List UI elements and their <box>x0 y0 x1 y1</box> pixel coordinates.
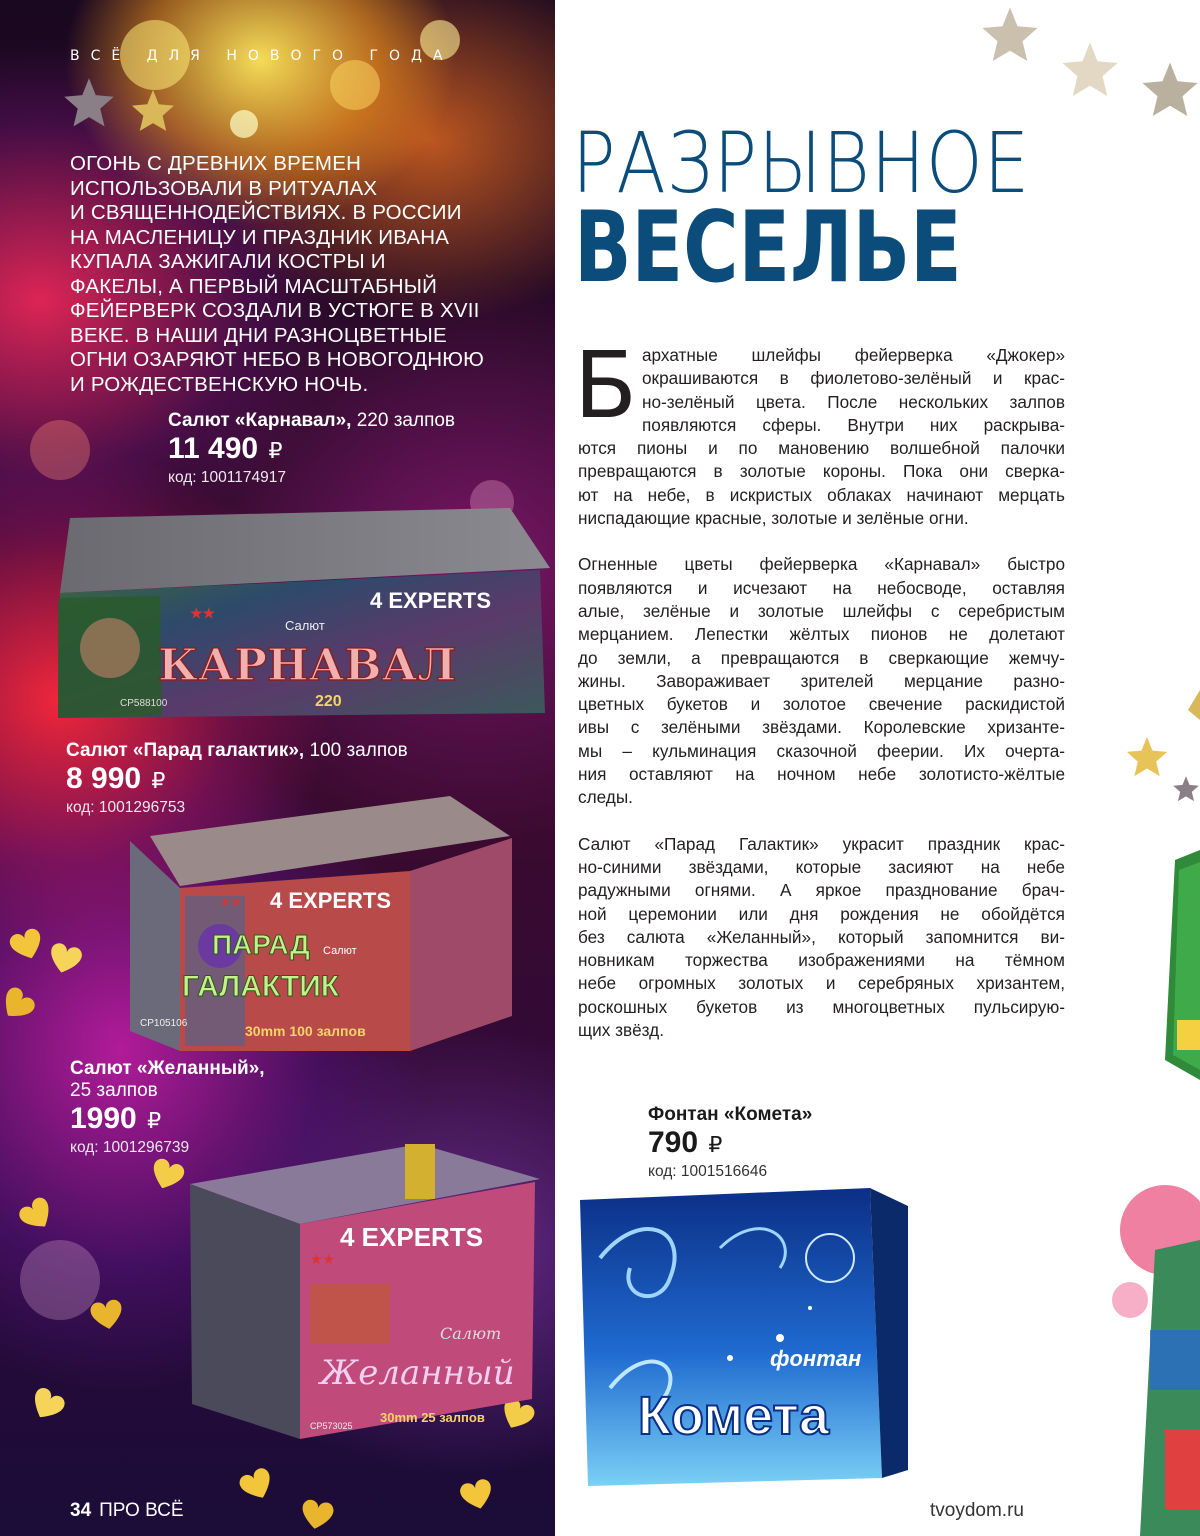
zhelanny-box-image <box>180 1134 540 1444</box>
product-code: код: 1001296753 <box>66 799 186 816</box>
intro-line: ФЕЙЕРВЕРК СОЗДАЛИ В УСТЮГЕ В XVII <box>70 299 480 322</box>
article-line: до земли, а превращаются в сверкающие жемчу- <box>578 647 1065 668</box>
article-line: ния оставляют на ночном небе золотисто-жёлтые <box>578 764 1065 785</box>
article-line: появляются и исчезают на небосводе, оставляя <box>578 577 1065 598</box>
star-icon <box>975 5 1045 65</box>
star-icon <box>1055 40 1125 100</box>
article-line: ются пионы и по мановению волшебной палочки <box>578 438 1065 459</box>
intro-line: ВЕКЕ. В НАШИ ДНИ РАЗНОЦВЕТНЫЕ <box>70 323 447 347</box>
intro-line: И СВЯЩЕННОДЕЙСТВИЯХ. В РОССИИ <box>70 201 462 224</box>
article-line: щих звёзд. <box>578 1020 664 1041</box>
star-icon <box>1140 60 1200 120</box>
article-paragraph <box>578 553 1065 809</box>
box-brand: 4 EXPERTS <box>270 888 392 913</box>
page-footer-left <box>70 1500 184 1522</box>
box-count: 220 <box>315 693 342 710</box>
svg-text:★★: ★★ <box>190 605 216 621</box>
heart-confetti-icon <box>0 983 40 1028</box>
product-code: код: 1001174917 <box>168 469 286 486</box>
box-sku: CP573025 <box>310 1421 353 1431</box>
box-sub: Салют <box>285 618 325 633</box>
star-icon <box>1125 735 1169 779</box>
page-number: 34 <box>70 1500 92 1521</box>
intro-line: НА МАСЛЕНИЦУ И ПРАЗДНИК ИВАНА <box>70 225 450 249</box>
page-title-line1: РАЗРЫВНОЕ <box>572 114 1031 212</box>
product-name: Салют «Карнавал», 220 залпов <box>168 410 456 431</box>
section-kicker: ВСЁ ДЛЯ НОВОГО ГОДА <box>70 48 454 64</box>
bokeh-light <box>230 110 258 138</box>
box-sub: Салют <box>323 945 357 957</box>
product-name-line2: 25 залпов <box>70 1080 158 1101</box>
star-fragment-icon <box>1180 690 1200 720</box>
article-line: новникам торжества изображениями на тёмном <box>578 950 1065 971</box>
karnaval-box-image <box>40 508 555 728</box>
article-line: без салюта «Желанный», который запомнится ви- <box>578 926 1065 947</box>
article-line: небе огромных золотых и серебряных хризантем, <box>578 973 1065 994</box>
box-count: 30mm 25 залпов <box>380 1410 485 1425</box>
box-count: 30mm 100 залпов <box>245 1023 366 1039</box>
product-name: Салют «Желанный», <box>70 1058 265 1079</box>
article-line: ной церемонии или дня рождения не обойдётся <box>578 903 1065 924</box>
intro-line: ФАКЕЛЫ, А ПЕРВЫЙ МАСШТАБНЫЙ <box>70 274 438 298</box>
kometa-box-image <box>580 1188 910 1488</box>
intro-text <box>70 152 510 397</box>
box-sub: Салют <box>440 1324 502 1343</box>
article-line: цветных букетов и золотое свечение раскидистой <box>578 694 1065 715</box>
heart-confetti-icon <box>88 1297 127 1332</box>
article-line: алые, зелёные и золотые шлейфы с серебристым <box>578 600 1065 621</box>
article-body <box>574 332 1065 1065</box>
star-icon <box>62 76 116 130</box>
article-line: но-синими звёздами, которые засияют на небе <box>578 856 1065 877</box>
page-title-line2: ВЕСЕЛЬЕ <box>574 191 962 305</box>
box-brand: 4 EXPERTS <box>370 588 492 613</box>
article-line: окрашиваются в фиолетово-зелёный и крас- <box>642 368 1065 389</box>
heart-confetti-icon <box>6 925 48 965</box>
heart-confetti-icon <box>235 1464 278 1506</box>
svg-text:★★: ★★ <box>220 895 242 909</box>
article-line: ниспадающие красные, золотые и зелёные огни. <box>578 508 969 529</box>
drop-cap: Б <box>574 332 638 439</box>
box-title-1: ПАРАД <box>212 929 310 960</box>
intro-line: ОГОНЬ С ДРЕВНИХ ВРЕМЕН <box>70 152 362 175</box>
box-title: Комета <box>638 1386 829 1446</box>
article-line: Салют «Парад Галактик» украсит праздник крас- <box>578 833 1065 854</box>
article-line: превращаются в золотые короны. Пока они сверка- <box>578 461 1065 482</box>
side-product-image <box>1110 1180 1200 1536</box>
article-line: ют на небе, в искристых облаках начинают мерцать <box>578 484 1065 505</box>
product-name: Салют «Парад галактик», 100 залпов <box>66 740 408 761</box>
article-line: роскошных букетов из многоцветных пульсирую- <box>578 996 1065 1017</box>
article-line: радужными огнями. А яркое празднование брач- <box>578 880 1065 901</box>
article-paragraph <box>578 833 1065 1043</box>
product-price: 790 ₽ <box>648 1126 723 1159</box>
star-icon <box>130 88 176 134</box>
intro-line: КУПАЛА ЗАЖИГАЛИ КОСТРЫ И <box>70 250 386 273</box>
intro-line: И РОЖДЕСТВЕНСКУЮ НОЧЬ. <box>70 372 369 396</box>
bokeh-light <box>330 60 380 110</box>
heart-confetti-icon <box>45 940 86 978</box>
product-price: 1990 ₽ <box>70 1102 162 1135</box>
product-kometa-info <box>648 1104 812 1181</box>
svg-text:★★: ★★ <box>310 1251 336 1267</box>
box-sub: фонтан <box>770 1346 862 1371</box>
left-photo-panel <box>0 0 555 1536</box>
box-title: Желанный <box>320 1353 515 1393</box>
heart-confetti-icon <box>14 1193 59 1237</box>
product-price: 11 490 ₽ <box>168 432 283 465</box>
box-sku: CP588100 <box>120 698 168 709</box>
article-line: мерцанием. Лепестки жёлтых пионов не долетают <box>578 624 1065 645</box>
bokeh-light <box>30 420 90 480</box>
intro-line: ОГНИ ОЗАРЯЮТ НЕБО В НОВОГОДНЮЮ <box>70 348 485 371</box>
article-line: но-зелёный цвета. После нескольких залпов <box>642 391 1065 412</box>
box-sku: CP105106 <box>140 1018 188 1029</box>
box-title: КАРНАВАЛ <box>158 640 457 691</box>
box-title-2: ГАЛАКТИК <box>182 970 340 1003</box>
product-code: код: 1001516646 <box>648 1163 768 1180</box>
parad-galaktik-box-image <box>120 796 520 1056</box>
heart-confetti-icon <box>298 1497 337 1532</box>
heart-confetti-icon <box>25 1384 69 1427</box>
product-price: 8 990 ₽ <box>66 762 166 795</box>
article-line: появляются сферы. Внутри них раскрыва- <box>642 414 1065 435</box>
article-line: следы. <box>578 787 633 808</box>
product-name: Фонтан «Комета» <box>648 1104 813 1125</box>
article-line: мы – кульминация сказочной феерии. Их очерта- <box>578 740 1065 761</box>
star-icon <box>1172 775 1200 803</box>
article-line: архатные шлейфы фейерверка «Джокер» <box>642 345 1065 365</box>
side-product-image <box>1165 850 1200 1080</box>
article-line: Огненные цветы фейерверка «Карнавал» быстро <box>578 554 1065 575</box>
article-line: ивы с зелёными звёздами. Королевские хризанте- <box>578 717 1065 738</box>
article-line: жины. Завораживает зрителей мерцание разно- <box>578 670 1065 691</box>
heart-confetti-icon <box>457 1476 498 1514</box>
article-paragraph <box>574 332 1065 530</box>
site-url: tvoydom.ru <box>930 1500 1024 1521</box>
intro-line: ИСПОЛЬЗОВАЛИ В РИТУАЛАХ <box>70 176 378 200</box>
magazine-name: ПРО ВСЁ <box>99 1500 184 1521</box>
product-code: код: 1001296739 <box>70 1139 190 1156</box>
product-karnaval-info <box>168 410 455 487</box>
box-brand: 4 EXPERTS <box>340 1222 484 1252</box>
